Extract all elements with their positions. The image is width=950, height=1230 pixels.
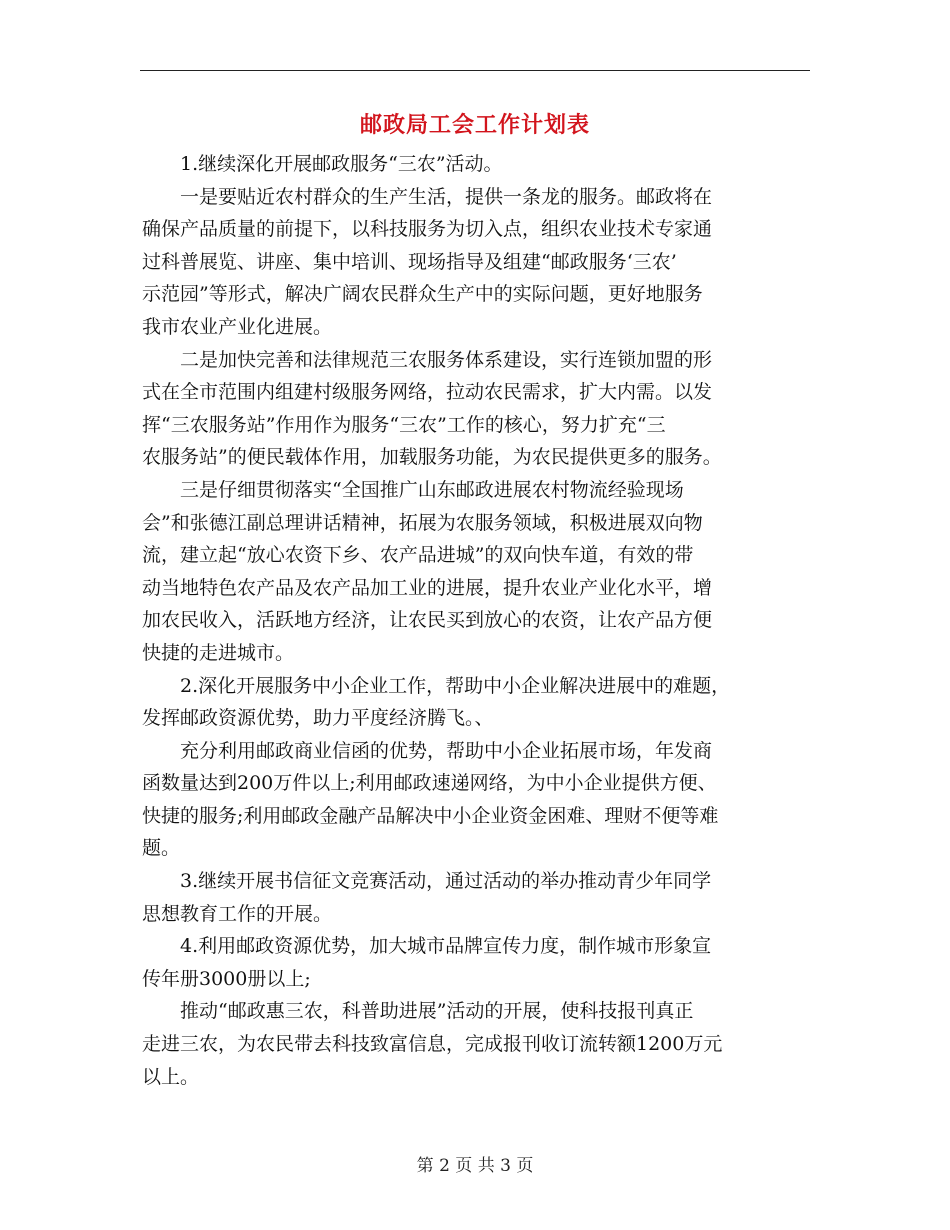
- header-rule: [140, 70, 810, 71]
- paragraph-8: 4.利用邮政资源优势，加大城市品牌宣传力度，制作城市形象宣 传年册3000册以上;: [142, 935, 712, 990]
- page-number: 第 2 页 共 3 页: [416, 1156, 534, 1176]
- document-body: [142, 148, 812, 1093]
- paragraph-5: 2.深化开展服务中小企业工作，帮助中小企业解决进展中的难题， 发挥邮政资源优势，助力平度经济腾飞。、: [142, 674, 731, 730]
- paragraph-6: 充分利用邮政商业信函的优势，帮助中小企业拓展市场，年发商 函数量达到200万件以上;利用邮政速递网络，为中小企业提供方便、 快捷的服务;利用邮政金融产品解决中小企业资金困难、理财不便等难 题。: [142, 739, 719, 860]
- paragraph-9: 推动“邮政惠三农，科普助进展”活动的开展，使科技报刊真正 走进三农，为农民带去科技致富信息，完成报刊收订流转额1200万元 以上。: [142, 1000, 723, 1088]
- paragraph-4: 三是仔细贯彻落实“全国推广山东邮政进展农村物流经验现场 会”和张德江副总理讲话精神，拓展为农服务领域，积极进展双向物 流，建立起“放心农资下乡、农产品进城”的双向快车道，有效的带 动当地特色农产品及农产品加工业的进展，提升农业产业化水平，增 加农民收入，活跃地方经济，让农民买到放心的农资，让农产品方便 快捷的走进城市。: [142, 478, 713, 664]
- paragraph-3: 二是加快完善和法律规范三农服务体系建设，实行连锁加盟的形 式在全市范围内组建村级服务网络，拉动农民需求，扩大内需。以发 挥“三农服务站”作用作为服务“三农”工作的核心，努力扩充“三 农服务站”的便民载体作用，加载服务功能，为农民提供更多的服务。: [142, 348, 722, 469]
- document-title: 邮政局工会工作计划表: [359, 112, 590, 138]
- paragraph-1: 1.继续深化开展邮政服务“三农”活动。: [180, 153, 503, 175]
- paragraph-7: 3.继续开展书信征文竞赛活动，通过活动的举办推动青少年同学 思想教育工作的开展。: [142, 870, 712, 925]
- paragraph-2: 一是要贴近农村群众的生产生活，提供一条龙的服务。邮政将在 确保产品质量的前提下，以科技服务为切入点，组织农业技术专家通 过科普展览、讲座、集中培训、现场指导及组建“邮政服务‘三农’ 示范园”等形式，解决广阔农民群众生产中的实际问题，更好地服务 我市农业产业化进展。: [142, 185, 713, 338]
